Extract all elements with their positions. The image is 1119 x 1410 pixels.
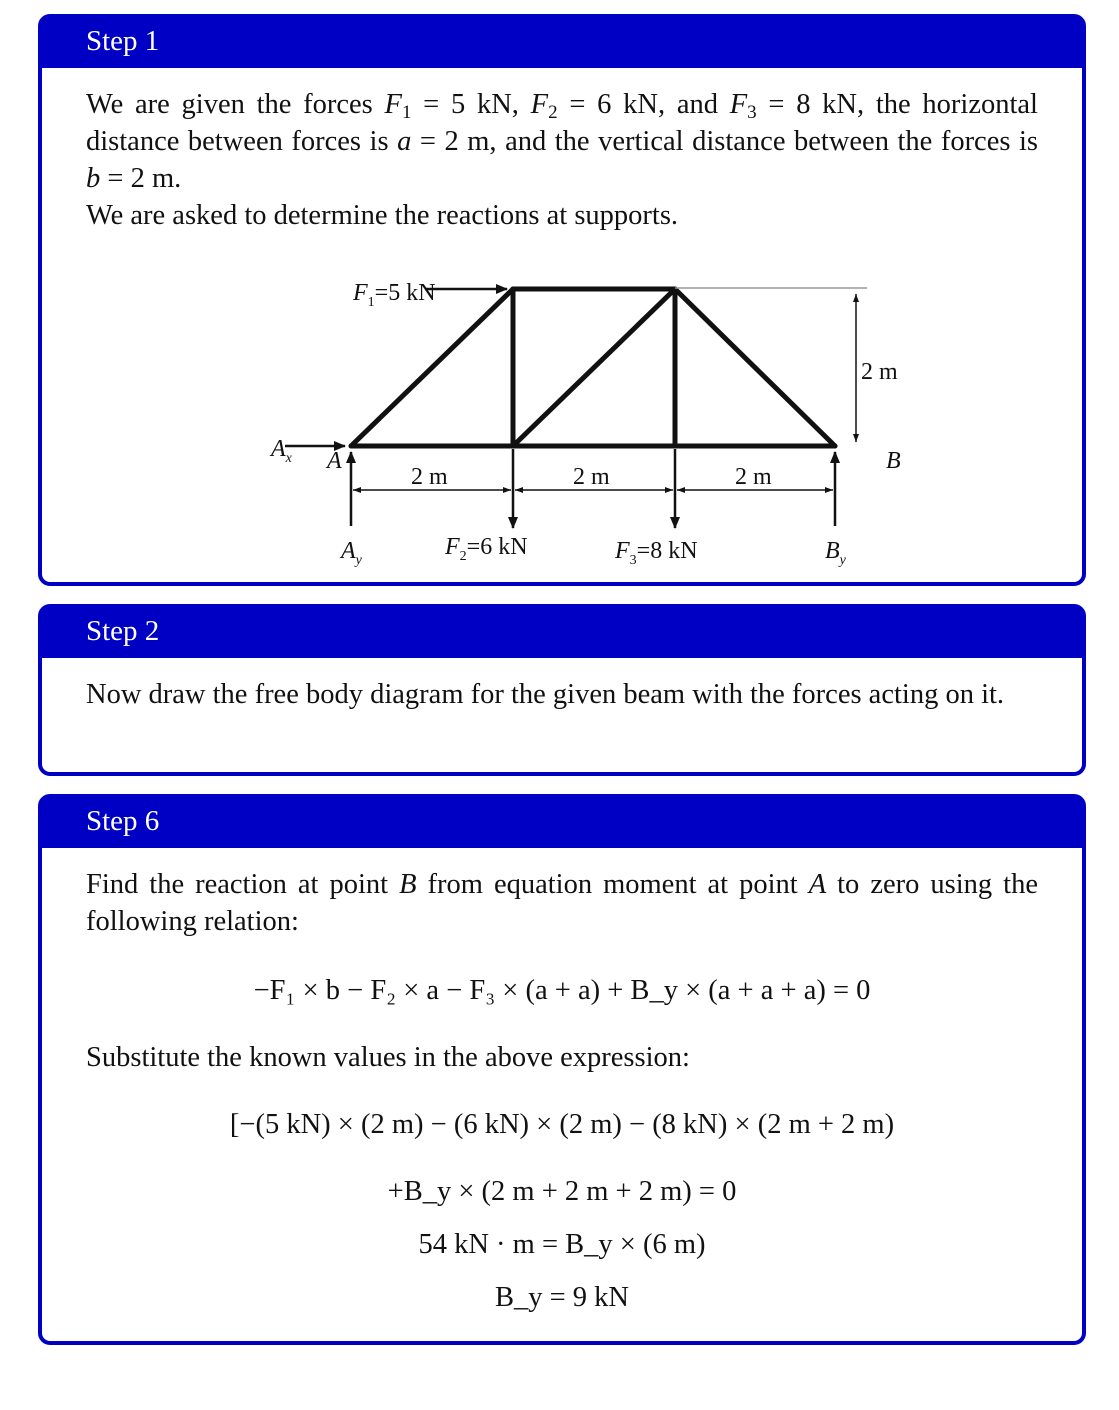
step-6-intro: Find the reaction at point B from equation moment at point A to zero using the following relation: xyxy=(86,869,1038,937)
step-2-text: Now draw the free body diagram for the given beam with the forces acting on it. xyxy=(86,679,1005,710)
step-6-card xyxy=(38,794,1086,1345)
step-1-given-text: We are given the forces $F_1 = 5$ kN, $F_2 = 6$ kN, and $F_3 = 8$ kN, the horizontal distance between forces is a = 2 m, and the vertical distance between the forces is b = 2 m. xyxy=(86,89,1038,194)
substitute-text: Substitute the known values in the above expression: xyxy=(86,1042,690,1073)
step-1-card xyxy=(38,14,1086,586)
step-2-body xyxy=(42,658,1082,713)
node-a-label: A xyxy=(327,448,342,474)
truss-members xyxy=(351,289,835,446)
moment-equation: −F₁ × b − F₂ × a − F₃ × (a + a) + B_y × (a + a + a) = 0 xyxy=(253,975,871,1006)
f1-label: $F_1=5$ kN xyxy=(353,280,436,310)
ay-label: $A_y$ xyxy=(341,538,362,568)
dimension-label-3: 2 m xyxy=(735,464,772,490)
f2-label: $F_2=6$ kN xyxy=(445,534,528,564)
step-1-asked-text: We are asked to determine the reactions at supports. xyxy=(86,200,679,231)
step-2-title: Step 2 xyxy=(42,608,1082,658)
step-6-body xyxy=(42,848,1082,1316)
substituted-equation-line-1: [−(5 kN) × (2 m) − (6 kN) × (2 m) − (8 kN) × (2 m + 2 m) xyxy=(229,1109,895,1140)
dimension-label-1: 2 m xyxy=(411,464,448,490)
ax-label: $A_x$ xyxy=(271,436,292,466)
step-2-card xyxy=(38,604,1086,776)
result-equation: B_y = 9 kN xyxy=(494,1282,630,1313)
dimension-label-2: 2 m xyxy=(573,464,610,490)
f3-label: $F_3=8$ kN xyxy=(615,538,698,568)
by-label: $B_y$ xyxy=(825,538,846,568)
substituted-equation-line-2: +B_y × (2 m + 2 m + 2 m) = 0 xyxy=(387,1176,737,1207)
step-1-title: Step 1 xyxy=(42,18,1082,68)
step-6-title: Step 6 xyxy=(42,798,1082,848)
step-1-body xyxy=(42,68,1082,234)
truss-diagram xyxy=(235,256,925,568)
simplified-equation: 54 kN · m = B_y × (6 m) xyxy=(418,1229,706,1260)
height-dimension-label: 2 m xyxy=(861,359,898,385)
node-b-label: B xyxy=(886,448,901,474)
